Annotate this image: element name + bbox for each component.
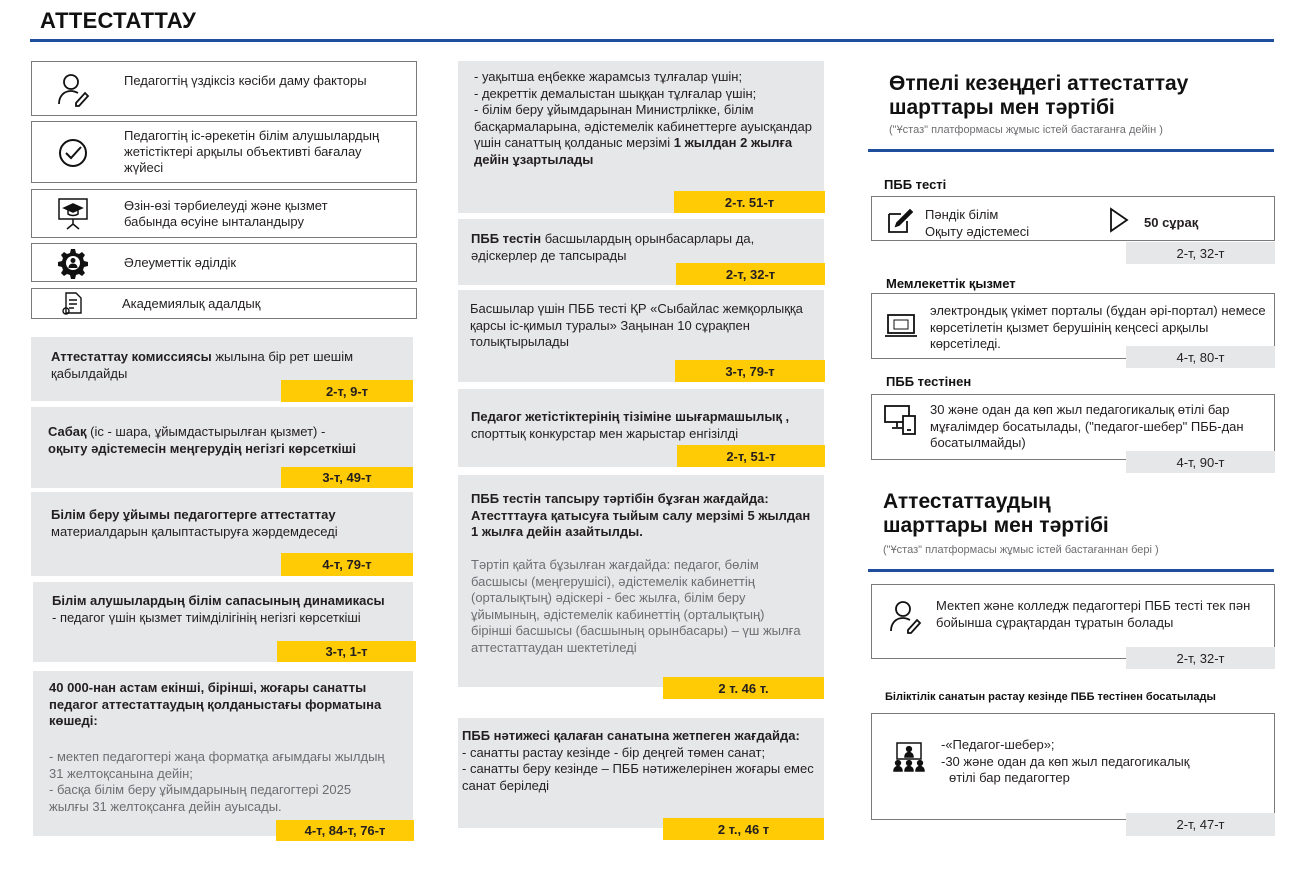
card-text: Сабақ (іс - шара, ұйымдастырылған қызмет) - оқыту әдістемесін меңгерудің негізгі көрсеткіші — [48, 424, 356, 456]
pbb-test-box — [871, 196, 1275, 241]
teacher-class-icon — [891, 741, 927, 773]
factor-text: Педагогтің іс-әрекетін білім алушылардың жетістіктері арқылы объективті бағалау жүйесі — [124, 128, 380, 175]
page-title: АТТЕСТАТТАУ — [40, 8, 197, 33]
category-exempt-text: -«Педагог-шебер»; -30 және одан да көп жыл педагогикалық өтілі бар педагогтер — [941, 737, 1190, 785]
graduation-board-icon — [54, 195, 92, 233]
reference-badge: 2-т. 51-т — [674, 191, 825, 213]
reference-badge: 2 т., 46 т — [663, 818, 824, 840]
document-icon — [54, 285, 92, 323]
person-pen-icon — [888, 598, 922, 634]
reference-badge: 4-т, 90-т — [1126, 451, 1275, 473]
reference-badge: 3-т, 1-т — [277, 641, 416, 662]
reference-badge: 3-т, 79-т — [675, 360, 825, 382]
pbb-test-label: ПББ тесті — [884, 177, 947, 192]
reference-badge: 2-т, 32-т — [1126, 647, 1275, 669]
reference-badge: 4-т, 79-т — [281, 553, 413, 576]
reference-badge: 2-т, 47-т — [1126, 813, 1275, 836]
laptop-icon — [883, 312, 919, 340]
public-service-label: Мемлекеттік қызмет — [886, 276, 1016, 291]
factor-text: Әлеуметтік әділдік — [124, 255, 237, 270]
transition-subtitle: ("Ұстаз" платформасы жұмыс істей бастағанға дейін ) — [889, 124, 1163, 136]
card-text: - мектеп педагогтері жаңа форматқа ағымдағы жылдың 31 желтоқсанына дейін; - басқа білім беру ұйымдарының педагогтері 2025 жылғы 31 желтоқсанға дейін ауысады. — [49, 749, 385, 814]
card-text: - уақытша еңбекке жарамсыз тұлғалар үшін; - декреттік демалыстан шыққан тұлғалар үшін; - білім беру ұйымдарынан Министрлікке, білім басқармаларына, әдістемелік кабинеттерге ауысқандар үшін санаттың қолданыс мерзімі 1 жылдан 2 жылға дейін ұзартылады — [474, 69, 812, 167]
pbb-exempt-text: 30 және одан да көп жыл педагогикалық өтілі бар мұғалімдер босатылады, ("педагог-шебер" ПББ-дан босатылмайды) — [930, 402, 1244, 450]
category-exempt-label: Біліктілік санатын растау кезінде ПББ тестінен босатылады — [885, 691, 1216, 703]
card-text: ПББ тестін тапсыру тәртібін бұзған жағдайда: Атестттауға қатысуға тыйым салу мерзімі 5 жылдан 1 жылға дейін азайтылды. — [471, 491, 811, 539]
card-text: Тәртіп қайта бұзылған жағдайда: педагог, бөлім басшысы (меңгерушісі), әдістемелік кабинеттің (орталықтың) әдіскері - бес жылға, білім беру ұйымының, әдістемелік кабинеттің (орталықтың) бірінші басшысы (басшының орынбасары) – үш жылға аттестаттаудан шектетіледі — [471, 557, 801, 655]
factor-text: Педагогтің үздіксіз кәсіби даму факторы — [124, 73, 367, 88]
card-text: ПББ тестін басшылардың орынбасарлары да, әдіскерлер де тапсырады — [471, 231, 755, 263]
info-card — [458, 718, 824, 828]
card-text: Педагог жетістіктерінің тізіміне шығармашылық , спорттық конкурстар мен жарыстар енгізілді — [471, 409, 790, 441]
factor-text: Өзін-өзі тәрбиелеуді және қызмет бабында өсуіне ынталандыру — [124, 198, 328, 229]
card-text: Білім беру ұйымы педагогтерге аттестаттау материалдарын қалыптастыруға жәрдемдеседі — [51, 507, 338, 539]
monitor-device-icon — [883, 403, 919, 437]
card-text: Басшылар үшін ПББ тесті ҚР «Сыбайлас жемқорлыққа қарсы іс-қимыл туралы» Заңынан 10 сұрақпен толықтырылады — [470, 301, 803, 349]
subject-test-text: Мектеп және колледж педагогтері ПББ тесті тек пән бойынша сұрақтардан тұратын болады — [936, 598, 1251, 630]
pbb-exempt-label: ПББ тестінен — [886, 374, 972, 389]
gear-person-icon — [54, 244, 92, 282]
reference-badge: 4-т, 84-т, 76-т — [276, 820, 414, 841]
card-text: ПББ нәтижесі қалаған санатына жетпеген жағдайда: - санатты растау кезінде - бір деңгей төмен санат; - санатты беру кезінде – ПББ нәтижелерінен жоғары емес санат беріледі — [462, 728, 814, 793]
section-rule — [868, 149, 1274, 152]
public-service-text: электрондық үкімет порталы (бұдан әрі-портал) немесе көрсетілетін қызмет берушінің кеңсесі арқылы көрсетіледі. — [930, 303, 1266, 351]
category-exempt-box — [871, 713, 1275, 820]
current-subtitle: ("Ұстаз" платформасы жұмыс істей бастағаннан бері ) — [883, 544, 1159, 556]
reference-badge: 4-т, 80-т — [1126, 346, 1275, 368]
reference-badge: 3-т, 49-т — [281, 467, 413, 488]
factor-box — [31, 288, 417, 319]
card-text: Білім алушылардың білім сапасының динамикасы - педагог үшін қызмет тиімділігінің негізгі көрсеткіші — [52, 593, 385, 625]
reference-badge: 2-т, 51-т — [677, 445, 825, 467]
pbb-test-text: Пәндік білім Оқыту әдістемесі — [925, 207, 1030, 239]
factor-box — [31, 121, 417, 183]
check-circle-icon — [54, 134, 92, 172]
factor-box — [31, 189, 417, 238]
card-text: Аттестаттау комиссиясы жылына бір рет шешім қабылдайды — [51, 349, 354, 381]
pen-icon — [886, 207, 916, 235]
current-title: Аттестаттаудың шарттары мен тәртібі — [883, 490, 1109, 537]
reference-badge: 2-т, 9-т — [281, 380, 413, 402]
play-arrow-icon — [1108, 207, 1130, 233]
reference-badge: 2-т, 32-т — [676, 263, 825, 285]
question-count: 50 сұрақ — [1144, 215, 1199, 230]
factor-box — [31, 61, 417, 116]
info-card — [33, 671, 413, 836]
section-rule — [868, 569, 1274, 572]
reference-badge: 2-т, 32-т — [1126, 242, 1275, 264]
title-rule — [30, 39, 1274, 42]
factor-text: Академиялық адалдық — [122, 296, 261, 311]
reference-badge: 2 т. 46 т. — [663, 677, 824, 699]
factor-box — [31, 243, 417, 282]
info-card — [458, 475, 824, 687]
card-text: 40 000-нан астам екінші, бірінші, жоғары санатты педагог аттестаттаудың қолданыстағы форматына көшеді: — [49, 680, 382, 728]
person-pen-icon — [54, 70, 92, 108]
transition-title: Өтпелі кезеңдегі аттестаттау шарттары мен тәртібі — [889, 72, 1189, 119]
